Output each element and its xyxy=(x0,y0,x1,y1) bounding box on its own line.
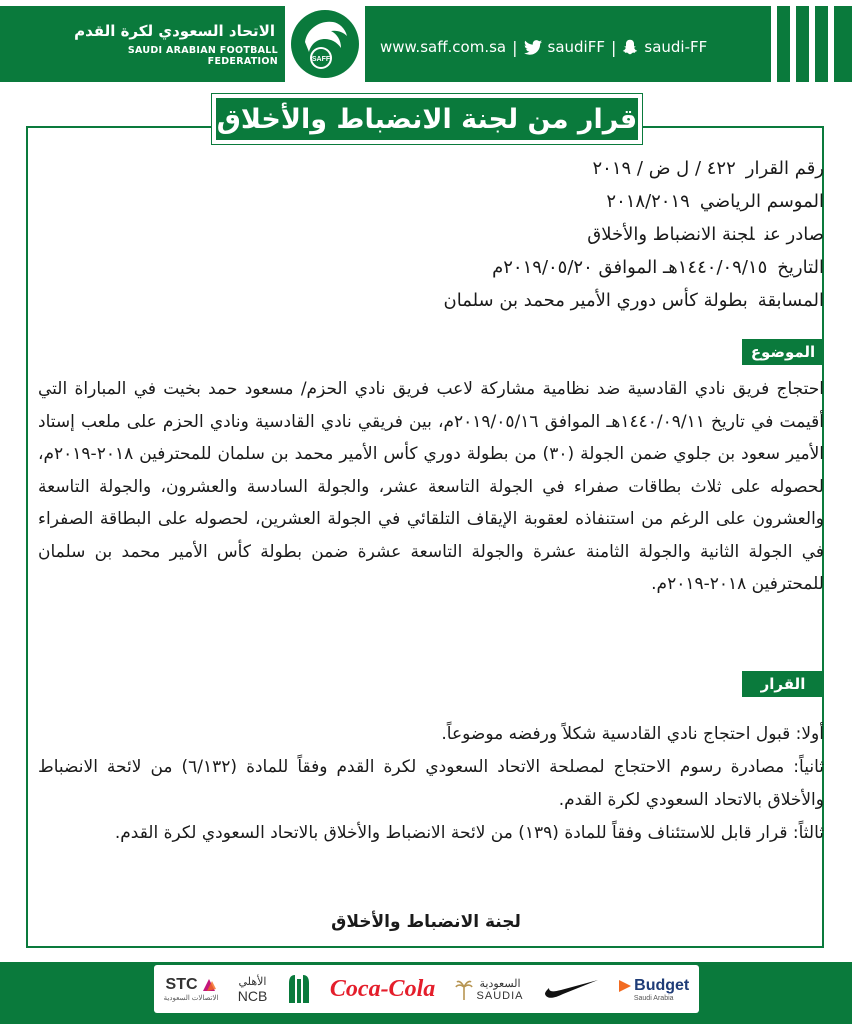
decision-meta xyxy=(304,152,824,317)
ncb-emblem-icon xyxy=(287,973,311,1005)
stc-mark-icon xyxy=(201,977,217,993)
decision-item-3: ثالثاً: قرار قابل للاستئناف وفقاً للمادة (١٣٩) من لائحة الانضباط والأخلاق بالاتحاد السعودي لكرة القدم. xyxy=(114,823,824,843)
meta-key: الموسم الرياضي xyxy=(699,191,824,212)
meta-value: ٢٠١٨/٢٠١٩ xyxy=(606,191,690,212)
page-title: قرار من لجنة الانضباط والأخلاق xyxy=(212,94,642,144)
sponsor-stc xyxy=(164,976,219,1002)
signature: لجنة الانضباط والأخلاق xyxy=(331,912,521,932)
meta-value: ٤٢٢ / ل ض / ٢٠١٩ xyxy=(592,158,736,179)
snapchat-icon xyxy=(622,39,638,55)
saudia-palm-icon xyxy=(455,978,473,1000)
sponsor-ncb-emblem xyxy=(287,973,311,1005)
sponsor-strip xyxy=(154,965,699,1013)
meta-key: صادر عن xyxy=(764,224,824,245)
subject-text: احتجاج فريق نادي القادسية ضد نظامية مشاركة لاعب فريق نادي الحزم/ مسعود حمد بخيت في المباراة التي أقيمت في تاريخ ١٤٤٠/٠٩/١١هـ الموافق ٢٠١٩/٠٥/١٦م، بين فريقي نادي القادسية ونادي الحزم على ملعب إستاد الأمير سعود بن جلوي ضمن الجولة (٣٠) من بطولة دوري كأس الأمير محمد بن سلمان للمحترفين ٢٠١٨-٢٠١٩م، لحصوله على ثلاث بطاقات صفراء في الجولة التاسعة عشر، والجولة السادسة والعشرون، والجولة التاسعة والعشرون على الرغم من استنفاذه لعقوبة الإيقاف التلقائي في الجولة العشرين، لحصوله على البطاقة الصفراء في الجولة الثانية والجولة الثامنة عشرة والجولة التاسعة عشرة ضمن بطولة كأس الأمير محمد بن سلمان للمحترفين ٢٠١٨-٢٠١٩م. xyxy=(38,379,825,594)
decision-list xyxy=(38,718,824,850)
decision-item-1: أولا: قبول احتجاج نادي القادسية شكلاً ورفضه موضوعاً. xyxy=(441,724,824,744)
stc-logo-text: STC xyxy=(165,976,198,993)
sponsor-ncb xyxy=(238,975,268,1004)
saudia-text: SAUDIA xyxy=(476,989,524,1002)
stc-subtitle: الاتصالات السعودية xyxy=(163,995,219,1002)
meta-date xyxy=(304,251,824,284)
ncb-text: NCB xyxy=(237,987,268,1004)
website-link[interactable]: www.saff.com.sa xyxy=(380,38,507,56)
ncb-arabic: الأهلي xyxy=(238,975,267,988)
meta-value: بطولة كأس دوري الأمير محمد بن سلمان xyxy=(443,290,748,311)
decision-item-2: ثانياً: مصادرة رسوم الاحتجاج لمصلحة الاتحاد السعودي لكرة القدم وفقاً للمادة (٦/١٣٢) من لائحة الانضباط والأخلاق بالاتحاد السعودي لكرة القدم. xyxy=(38,757,824,810)
twitter-handle[interactable]: saudiFF xyxy=(547,38,605,56)
header xyxy=(0,0,852,82)
snapchat-handle[interactable]: saudi-FF xyxy=(644,38,708,56)
subject-label: الموضوع xyxy=(742,339,824,365)
twitter-icon xyxy=(524,40,542,55)
header-left-bar xyxy=(0,6,285,82)
budget-logo-text: Budget xyxy=(634,976,690,994)
separator: | xyxy=(512,37,518,57)
meta-key: رقم القرار xyxy=(745,158,824,179)
sponsor-nike xyxy=(543,978,599,1000)
sponsor-cocacola xyxy=(330,976,435,1003)
contact-links xyxy=(380,34,707,60)
separator: | xyxy=(610,37,617,57)
meta-value: لجنة الانضباط والأخلاق xyxy=(587,224,755,245)
saudia-arabic: السعودية xyxy=(479,977,521,990)
nike-swoosh-icon xyxy=(543,978,599,1000)
brand-name-english: SAUDI ARABIAN FOOTBALL FEDERATION xyxy=(127,45,278,67)
brand-name-arabic: الاتحاد السعودي لكرة القدم xyxy=(74,22,275,40)
meta-key: المسابقة xyxy=(757,290,824,311)
meta-key: التاريخ xyxy=(777,257,824,278)
meta-issued-by xyxy=(304,218,824,251)
budget-subtitle: Saudi Arabia xyxy=(633,994,674,1002)
meta-season xyxy=(304,185,824,218)
decision-label: القرار xyxy=(742,671,824,697)
saff-logo xyxy=(287,6,363,82)
logo-text: SAFF xyxy=(311,56,331,63)
cocacola-logo-text: Coca-Cola xyxy=(329,975,436,1002)
sponsor-budget xyxy=(618,977,689,1002)
meta-decision-number xyxy=(304,152,824,185)
budget-mark-icon xyxy=(618,979,632,993)
meta-value: ١٤٤٠/٠٩/١٥هـ الموافق ٢٠١٩/٠٥/٢٠م xyxy=(492,257,768,278)
meta-competition xyxy=(304,284,824,317)
sponsor-saudia xyxy=(455,977,524,1002)
